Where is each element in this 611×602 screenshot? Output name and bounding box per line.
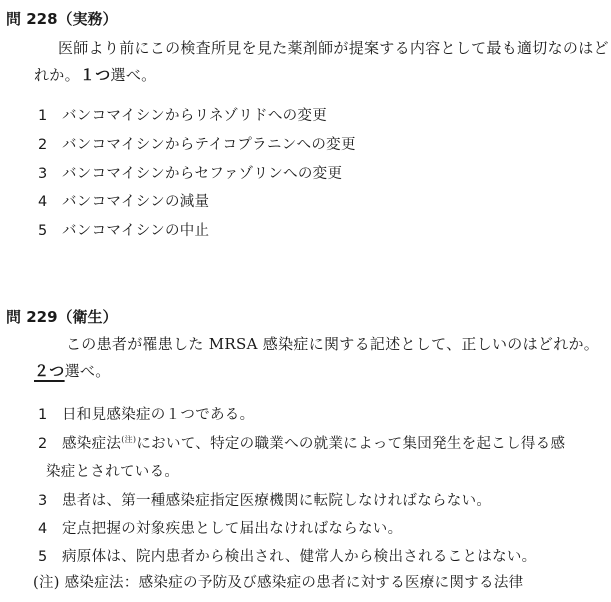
option-number: 3 (38, 493, 48, 509)
option-number: 4 (38, 521, 48, 537)
option-text: 定点把握の対象疾患として届出なければならない。 (62, 521, 403, 537)
q228-header: 問 228（実務） (6, 10, 118, 28)
q229-option-2[interactable] (38, 432, 565, 453)
option-text: 日和見感染症の１つである。 (62, 407, 255, 423)
q228-option-5[interactable] (38, 219, 209, 240)
q228-stem-line1: 医師より前にこの検査所見を見た薬剤師が提案する内容として最も適切なのはど (58, 39, 609, 57)
q229-footnote: (注) 感染症法：感染症の予防及び感染症の患者に対する医療に関する法律 (33, 575, 524, 591)
q228-option-2[interactable] (38, 133, 356, 154)
option-text: 患者は、第一種感染症指定医療機関に転院しなければならない。 (62, 493, 492, 509)
option-text: バンコマイシンからテイコプラニンへの変更 (62, 137, 356, 153)
option-text: バンコマイシンの中止 (62, 223, 210, 239)
q229-option-1[interactable] (38, 403, 254, 424)
note-marker: (注) (121, 435, 137, 444)
option-text: バンコマイシンからセファゾリンへの変更 (62, 166, 343, 182)
option-number: 1 (38, 407, 48, 423)
option-number: 2 (38, 137, 48, 153)
q229-stem-line1: この患者が罹患した MRSA 感染症に関する記述として、正しいのはどれか。 (66, 335, 600, 353)
option-number: 1 (38, 108, 48, 124)
q229-option-3[interactable] (38, 489, 491, 510)
q228-option-1[interactable] (38, 104, 327, 125)
q228-stem-line2 (34, 64, 156, 85)
q229-option-5[interactable] (38, 545, 536, 566)
q229-option-4[interactable] (38, 517, 402, 538)
q228-option-3[interactable] (38, 162, 342, 183)
option-number: 5 (38, 223, 48, 239)
option-text: 病原体は、院内患者から検出され、健常人から検出されることはない。 (62, 549, 537, 565)
option-number: 2 (38, 436, 48, 452)
option-text-pre: 感染症法 (62, 436, 122, 452)
q228-option-4[interactable] (38, 190, 209, 211)
q228-select-count: １つ (79, 66, 111, 84)
q229-select-count: ２つ (34, 362, 65, 380)
q228-stem-instruction: 選べ。 (110, 66, 157, 84)
option-number: 4 (38, 194, 48, 210)
option-text: バンコマイシンからリネゾリドへの変更 (62, 108, 328, 124)
option-number: 5 (38, 549, 48, 565)
q229-header: 問 229（衛生） (6, 308, 118, 326)
option-text: バンコマイシンの減量 (62, 194, 210, 210)
q229-option-2-continuation: 染症とされている。 (46, 464, 180, 480)
q228-stem-text: れか。 (34, 66, 80, 84)
option-number: 3 (38, 166, 48, 182)
q229-stem-line2 (34, 360, 111, 381)
option-text-post: において、特定の職業への就業によって集団発生を起こし得る感 (136, 436, 566, 452)
q229-stem-instruction: 選べ。 (64, 362, 111, 380)
